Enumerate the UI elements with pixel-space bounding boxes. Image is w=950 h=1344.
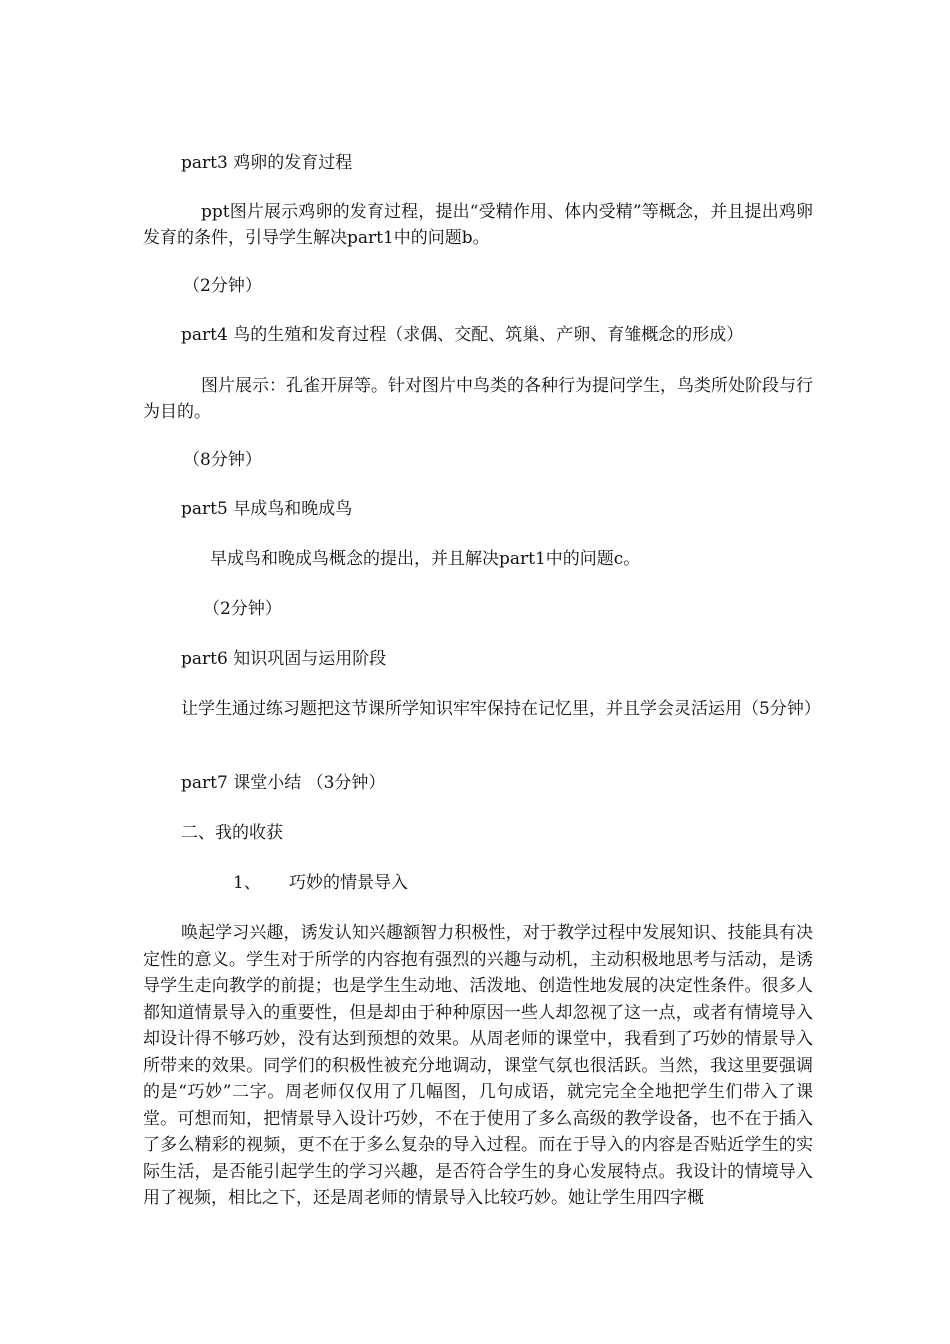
part3-body: ppt图片展示鸡卵的发育过程，提出“受精作用、体内受精”等概念，并且提出鸡卵发育的条件，引导学生解决part1中的问题b。 — [143, 202, 813, 248]
part3-time: （2分钟） — [183, 276, 262, 296]
item1-title: 巧妙的情景导入 — [289, 873, 408, 893]
part5-body: 早成鸟和晚成鸟概念的提出，并且解决part1中的问题c。 — [210, 549, 641, 569]
item1-body: 唤起学习兴趣，诱发认知兴趣额智力积极性，对于教学过程中发展知识、技能具有决定性的意义。学生对于所学的内容抱有强烈的兴趣与动机，主动积极地思考与活动，是诱导学生走向教学的前提；也是学生生动地、活泼地、创造性地发展的决定性条件。很多人都知道情景导入的重要性，但是却由于种种原因一些人却忽视了这一点，或者有情境导入却设计得不够巧妙，没有达到预想的效果。从周老师的课堂中，我看到了巧妙的情景导入所带来的效果。同学们的积极性被充分地调动，课堂气氛也很活跃。当然，我这里要强调的是“巧妙”二字。周老师仅仅用了几幅图，几句成语，就完完全全地把学生们带入了课堂。可想而知，把情景导入设计巧妙，不在于使用了多么高级的教学设备，也不在于插入了多么精彩的视频，更不在于多么复杂的导入过程。而在于导入的内容是否贴近学生的实际生活，是否能引起学生的学习兴趣，是否符合学生的身心发展特点。我设计的情境导入用了视频，相比之下，还是周老师的情景导入比较巧妙。她让学生用四字概 — [143, 923, 813, 1208]
part6-body: 让学生通过练习题把这节课所学知识牢牢保持在记忆里，并且学会灵活运用（5分钟） — [181, 699, 821, 719]
part4-body: 图片展示：孔雀开屏等。针对图片中鸟类的各种行为提问学生，鸟类所处阶段与行为目的。 — [143, 376, 813, 422]
part4-heading: part4 鸟的生殖和发育过程（求偶、交配、筑巢、产卵、育雏概念的形成） — [181, 325, 744, 345]
part5-heading: part5 早成鸟和晚成鸟 — [181, 499, 353, 519]
part3-heading: part3 鸡卵的发育过程 — [181, 153, 353, 173]
part7-heading: part7 课堂小结 （3分钟） — [181, 773, 386, 793]
part5-time: （2分钟） — [203, 599, 282, 619]
part4-time: （8分钟） — [183, 450, 262, 470]
item1-number: 1、 — [233, 873, 261, 893]
section2-heading: 二、我的收获 — [181, 823, 283, 843]
part6-heading: part6 知识巩固与运用阶段 — [181, 649, 387, 669]
